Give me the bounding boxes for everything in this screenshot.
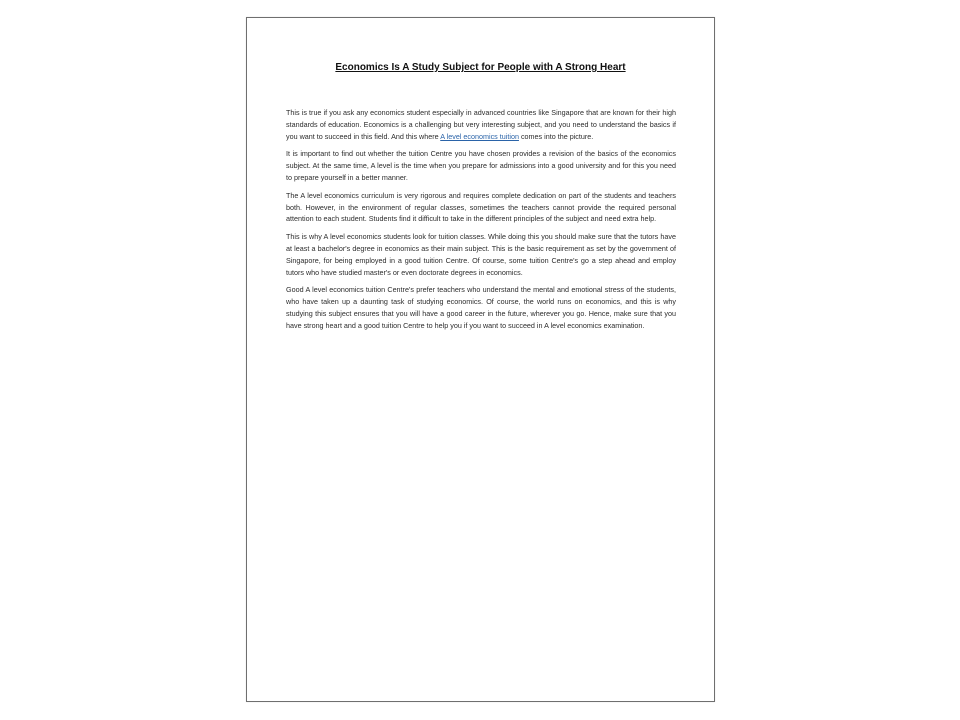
- document-title: Economics Is A Study Subject for People with A Strong Heart: [335, 62, 626, 73]
- paragraph-2: It is important to find out whether the tuition Centre you have chosen provides a revision of the basics of the economics subject. At the same time, A level is the time when you prepare for admissions into a good university and for this you need to prepare yourself in a better manner.: [286, 149, 676, 182]
- document-page: [246, 17, 715, 702]
- document-body: [286, 107, 676, 338]
- paragraph-5: Good A level economics tuition Centre's prefer teachers who understand the mental and emotional stress of the students, who have taken up a daunting task of studying economics. Of course, the world runs on economics, and this is why studying this subject ensures that you will have a good career in the future, wherever you go. Hence, make sure that you have strong heart and a good tuition Centre to help you if you want to succeed in A level economics examination.: [286, 285, 676, 330]
- paragraph-1: [286, 107, 676, 142]
- economics-tuition-link[interactable]: A level economics tuition: [440, 131, 519, 141]
- paragraph-4: This is why A level economics students look for tuition classes. While doing this you should make sure that the tutors have at least a bachelor's degree in economics as their main subject. This is the basic requirement as set by the government of Singapore, for being employed in a good tuition Centre. Of course, some tuition Centre's go a step ahead and employ tutors who have studied master's or even doctorate degrees in economics.: [286, 232, 676, 277]
- paragraph-3: The A level economics curriculum is very rigorous and requires complete dedication on part of the students and teachers both. However, in the environment of regular classes, sometimes the teachers cannot provide the required personal attention to each student. Students find it difficult to take in the different principles of the subject and need extra help.: [286, 190, 676, 224]
- paragraph-1-text: This is true if you ask any economics student especially in advanced countries like Singapore that are known for their high standards of education. Economics is a challenging but very interesting subject, and you need to understand the basics if you want to succeed in this field. And this where: [286, 108, 676, 141]
- paragraph-1-text-end: comes into the picture.: [518, 131, 594, 141]
